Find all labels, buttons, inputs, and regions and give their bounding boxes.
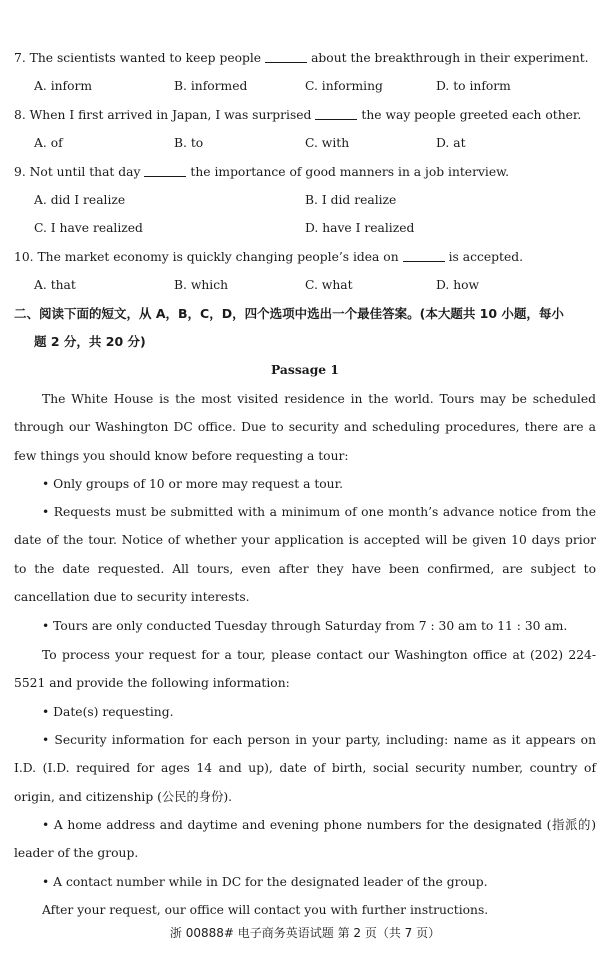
question-number: 10. [14, 250, 34, 264]
options-10 [0, 276, 610, 294]
bullet-dates: • Date(s) requesting. [42, 705, 174, 719]
question-stem: is accepted. [448, 250, 524, 264]
passage-paragraph-2: To process your request for a tour, please contact our Washington office at (202) 224-5521 and provide the following information: [14, 648, 596, 691]
option-d: D. have I realized [305, 221, 415, 235]
question-stem: When I first arrived in Japan, I was surprised [29, 108, 312, 122]
option-b: B. informed [174, 79, 248, 93]
options-8 [0, 134, 610, 152]
question-7 [14, 49, 596, 67]
option-a: A. inform [34, 79, 93, 93]
option-b: B. I did realize [305, 193, 397, 207]
option-b: B. which [174, 278, 229, 292]
options-7 [0, 77, 610, 95]
option-a: A. that [34, 278, 76, 292]
option-d: D. to inform [436, 79, 511, 93]
options-9-row2 [0, 219, 610, 237]
option-c: C. informing [305, 79, 383, 93]
answer-blank [315, 107, 357, 120]
bullet-home-address: • A home address and daytime and evening phone numbers for the designated (指派的) leader of the group. [14, 818, 596, 861]
section-heading: 二、阅读下面的短文，从 A，B，C，D，四个选项中选出一个最佳答案。(本大题共 10 小题，每小 [14, 306, 564, 321]
passage-paragraph-1: The White House is the most visited residence in the world. Tours may be scheduled through our Washington DC office. Due to security and scheduling procedures, there are a few things you should know before requesting a tour: [14, 392, 596, 463]
option-c: C. with [305, 136, 350, 150]
section-heading-cont: 题 2 分，共 20 分) [34, 334, 146, 349]
option-a: A. of [34, 136, 63, 150]
question-number: 8. [14, 108, 26, 122]
question-stem: Not until that day [29, 165, 141, 179]
option-a: A. did I realize [34, 193, 126, 207]
option-c: C. what [305, 278, 353, 292]
page-footer: 浙 00888# 电子商务英语试题 第 2 页（共 7 页） [169, 926, 441, 940]
option-d: D. how [436, 278, 480, 292]
bullet-security-info: • Security information for each person in your party, including: name as it appears on I.D. (I.D. required for ages 14 and up), date of birth, social security number, country of origin, and citizenship (公民的身份). [14, 733, 596, 804]
question-8 [14, 106, 596, 124]
question-stem: the way people greeted each other. [361, 108, 582, 122]
answer-blank [144, 164, 186, 177]
question-number: 7. [14, 51, 26, 65]
question-stem: the importance of good manners in a job interview. [190, 165, 510, 179]
option-d: D. at [436, 136, 466, 150]
question-stem: The scientists wanted to keep people [29, 51, 262, 65]
bullet-advance-notice: • Requests must be submitted with a minimum of one month’s advance notice from the date of the tour. Notice of whether your application is accepted will be given 10 days prior to the date requested. All tours, even after they have been confirmed, are subject to cancellation due to security interests. [14, 505, 596, 604]
option-b: B. to [174, 136, 204, 150]
question-10 [14, 248, 596, 266]
bullet-contact-number: • A contact number while in DC for the designated leader of the group. [42, 875, 488, 889]
passage-paragraph-3: After your request, our office will contact you with further instructions. [42, 903, 489, 917]
bullet-tour-times: • Tours are only conducted Tuesday through Saturday from 7 : 30 am to 11 : 30 am. [42, 619, 568, 633]
option-c: C. I have realized [34, 221, 143, 235]
question-number: 9. [14, 165, 26, 179]
bullet-group-size: • Only groups of 10 or more may request a tour. [42, 477, 344, 491]
question-stem: about the breakthrough in their experiment. [311, 51, 589, 65]
question-9 [14, 163, 596, 181]
options-9-row1 [0, 191, 610, 209]
answer-blank [265, 50, 307, 63]
answer-blank [403, 249, 445, 262]
question-stem: The market economy is quickly changing people’s idea on [37, 250, 399, 264]
passage-title: Passage 1 [271, 362, 339, 377]
